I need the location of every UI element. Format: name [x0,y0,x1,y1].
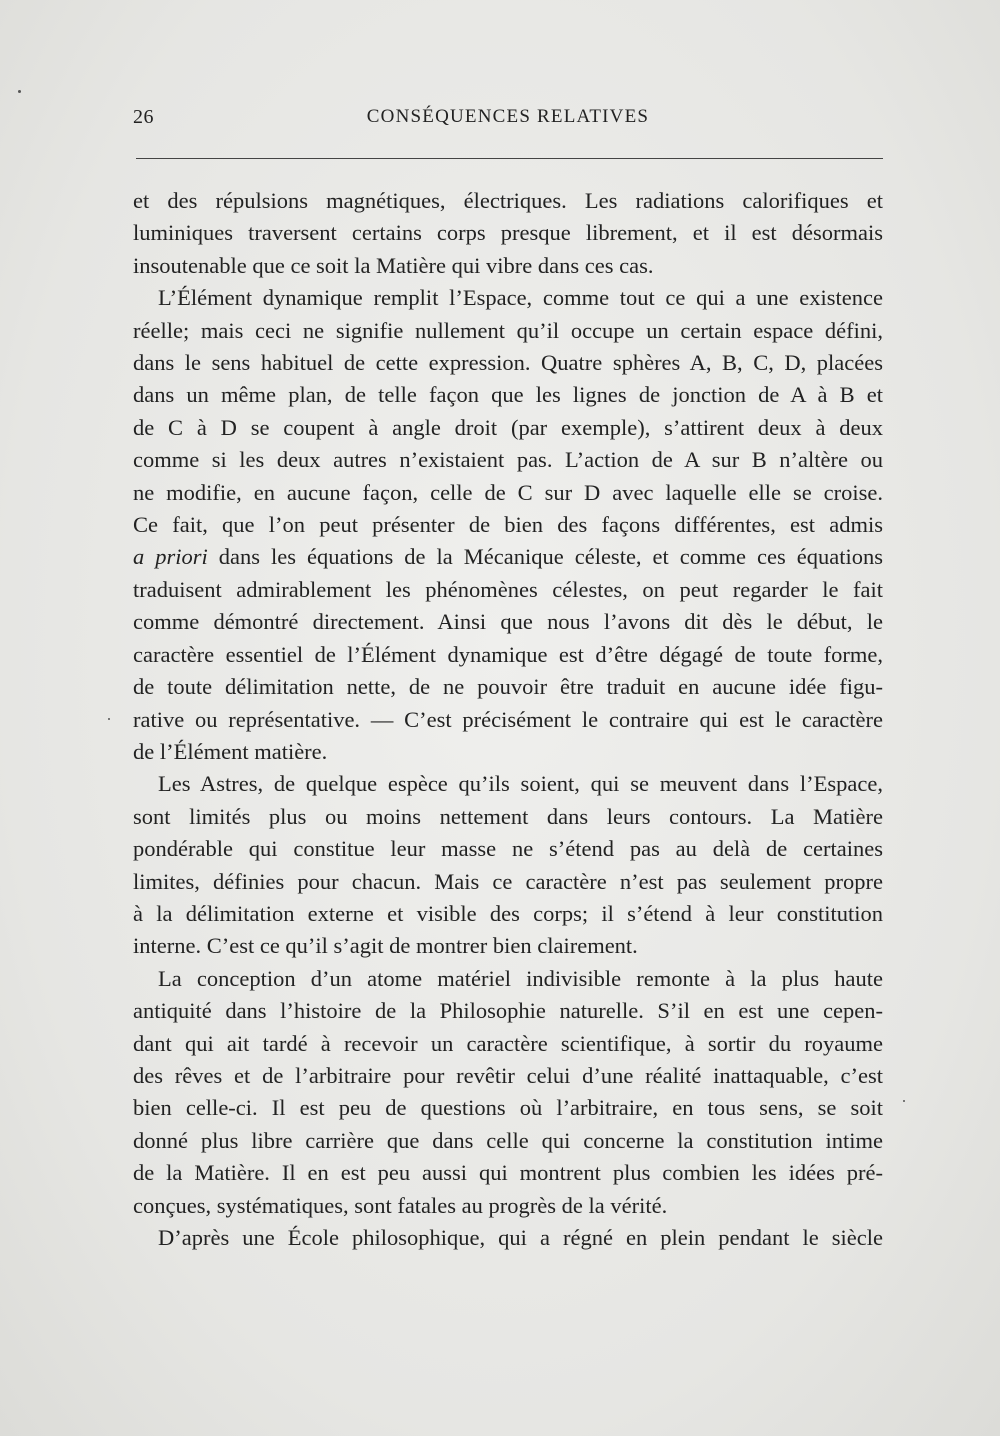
text-line: des rêves et de l’arbitraire pour revêtir celui d’une réalité inattaquable, c’est [133,1062,883,1088]
text-line: insoutenable que ce soit la Matière qui vibre dans ces cas. [133,252,654,278]
paragraph-2 [133,282,883,768]
text-line: D’après une École philosophique, qui a régné en plein pendant le siècle [158,1225,883,1250]
text-line: et des répulsions magnétiques, électriques. Les radiations calorifiques et [133,188,883,213]
text-line: bien celle-ci. Il est peu de questions où l’arbitraire, en tous sens, se soit [133,1095,883,1121]
paragraph-5 [133,1222,883,1254]
text-line: dans un même plan, de telle façon que les lignes de jonction de A à B et [133,382,883,408]
text-line: à la délimitation externe et visible des corps; il s’étend à leur constitution [133,900,883,926]
italic-phrase: a priori [133,544,208,570]
text-line: La conception d’un atome matériel indivisible remonte à la plus haute [158,965,883,991]
print-speck [108,718,110,720]
text-line: pondérable qui constitue leur masse ne s’étend pas au delà de certaines [133,836,883,862]
text-line: limites, définies pour chacun. Mais ce caractère n’est pas seulement propre [133,868,883,894]
paragraph-4 [133,963,883,1222]
text-line-italic-start: a priori dans les équations de la Mécanique céleste, et comme ces équations [133,544,884,570]
text-line: caractère essentiel de l’Élément dynamique est d’être dégagé de toute forme, [133,641,883,667]
page-number: 26 [133,106,154,128]
text-line: conçues, systématiques, sont fatales au progrès de la vérité. [133,1192,668,1218]
page-header [133,106,883,136]
text-line: ne modifie, en aucune façon, celle de C sur D avec laquelle elle se croise. [133,479,883,505]
text-line: de l’Élément matière. [133,738,328,764]
paragraph-3 [133,768,883,962]
paragraph-1 [133,185,883,282]
text-line: L’Élément dynamique remplit l’Espace, comme tout ce qui a une existence [158,285,883,311]
text-line: dans le sens habituel de cette expression. Quatre sphères A, B, C, D, placées [133,350,883,376]
print-speck [18,90,21,93]
text-line: Les Astres, de quelque espèce qu’ils soient, qui se meuvent dans l’Espace, [158,771,883,797]
text-line: comme démontré directement. Ainsi que nous l’avons dit dès le début, le [133,609,883,635]
text-line: dant qui ait tardé à recevoir un caractère scientifique, à sortir du royaume [133,1030,883,1056]
text-line: réelle; mais ceci ne signifie nullement qu’il occupe un certain espace défini, [133,317,883,343]
text-line: de la Matière. Il en est peu aussi qui montrent plus combien les idées pré- [133,1160,883,1186]
body-text [133,185,883,1254]
running-title: CONSÉQUENCES RELATIVES [366,106,650,127]
text-line: donné plus libre carrière que dans celle qui concerne la constitution intime [133,1127,883,1153]
text-line: traduisent admirablement les phénomènes célestes, on peut regarder le fait [133,576,883,602]
text-line: comme si les deux autres n’existaient pas. L’action de A sur B n’altère ou [133,447,883,473]
text-line: sont limités plus ou moins nettement dans leurs contours. La Matière [133,803,883,829]
print-speck [903,1100,905,1102]
text-line: de toute délimitation nette, de ne pouvoir être traduit en aucune idée figu- [133,674,883,700]
header-rule [136,158,883,159]
text-line: antiquité dans l’histoire de la Philosophie naturelle. S’il en est une cepen- [133,998,883,1024]
text-line: luminiques traversent certains corps presque librement, et il est désormais [133,220,883,246]
text-line: de C à D se coupent à angle droit (par exemple), s’attirent deux à deux [133,414,883,440]
text-line: Ce fait, que l’on peut présenter de bien des façons différentes, est admis [133,512,883,538]
text-line: interne. C’est ce qu’il s’agit de montrer bien clairement. [133,933,638,959]
text-line: rative ou représentative. — C’est précisément le contraire qui est le caractère [133,706,883,732]
